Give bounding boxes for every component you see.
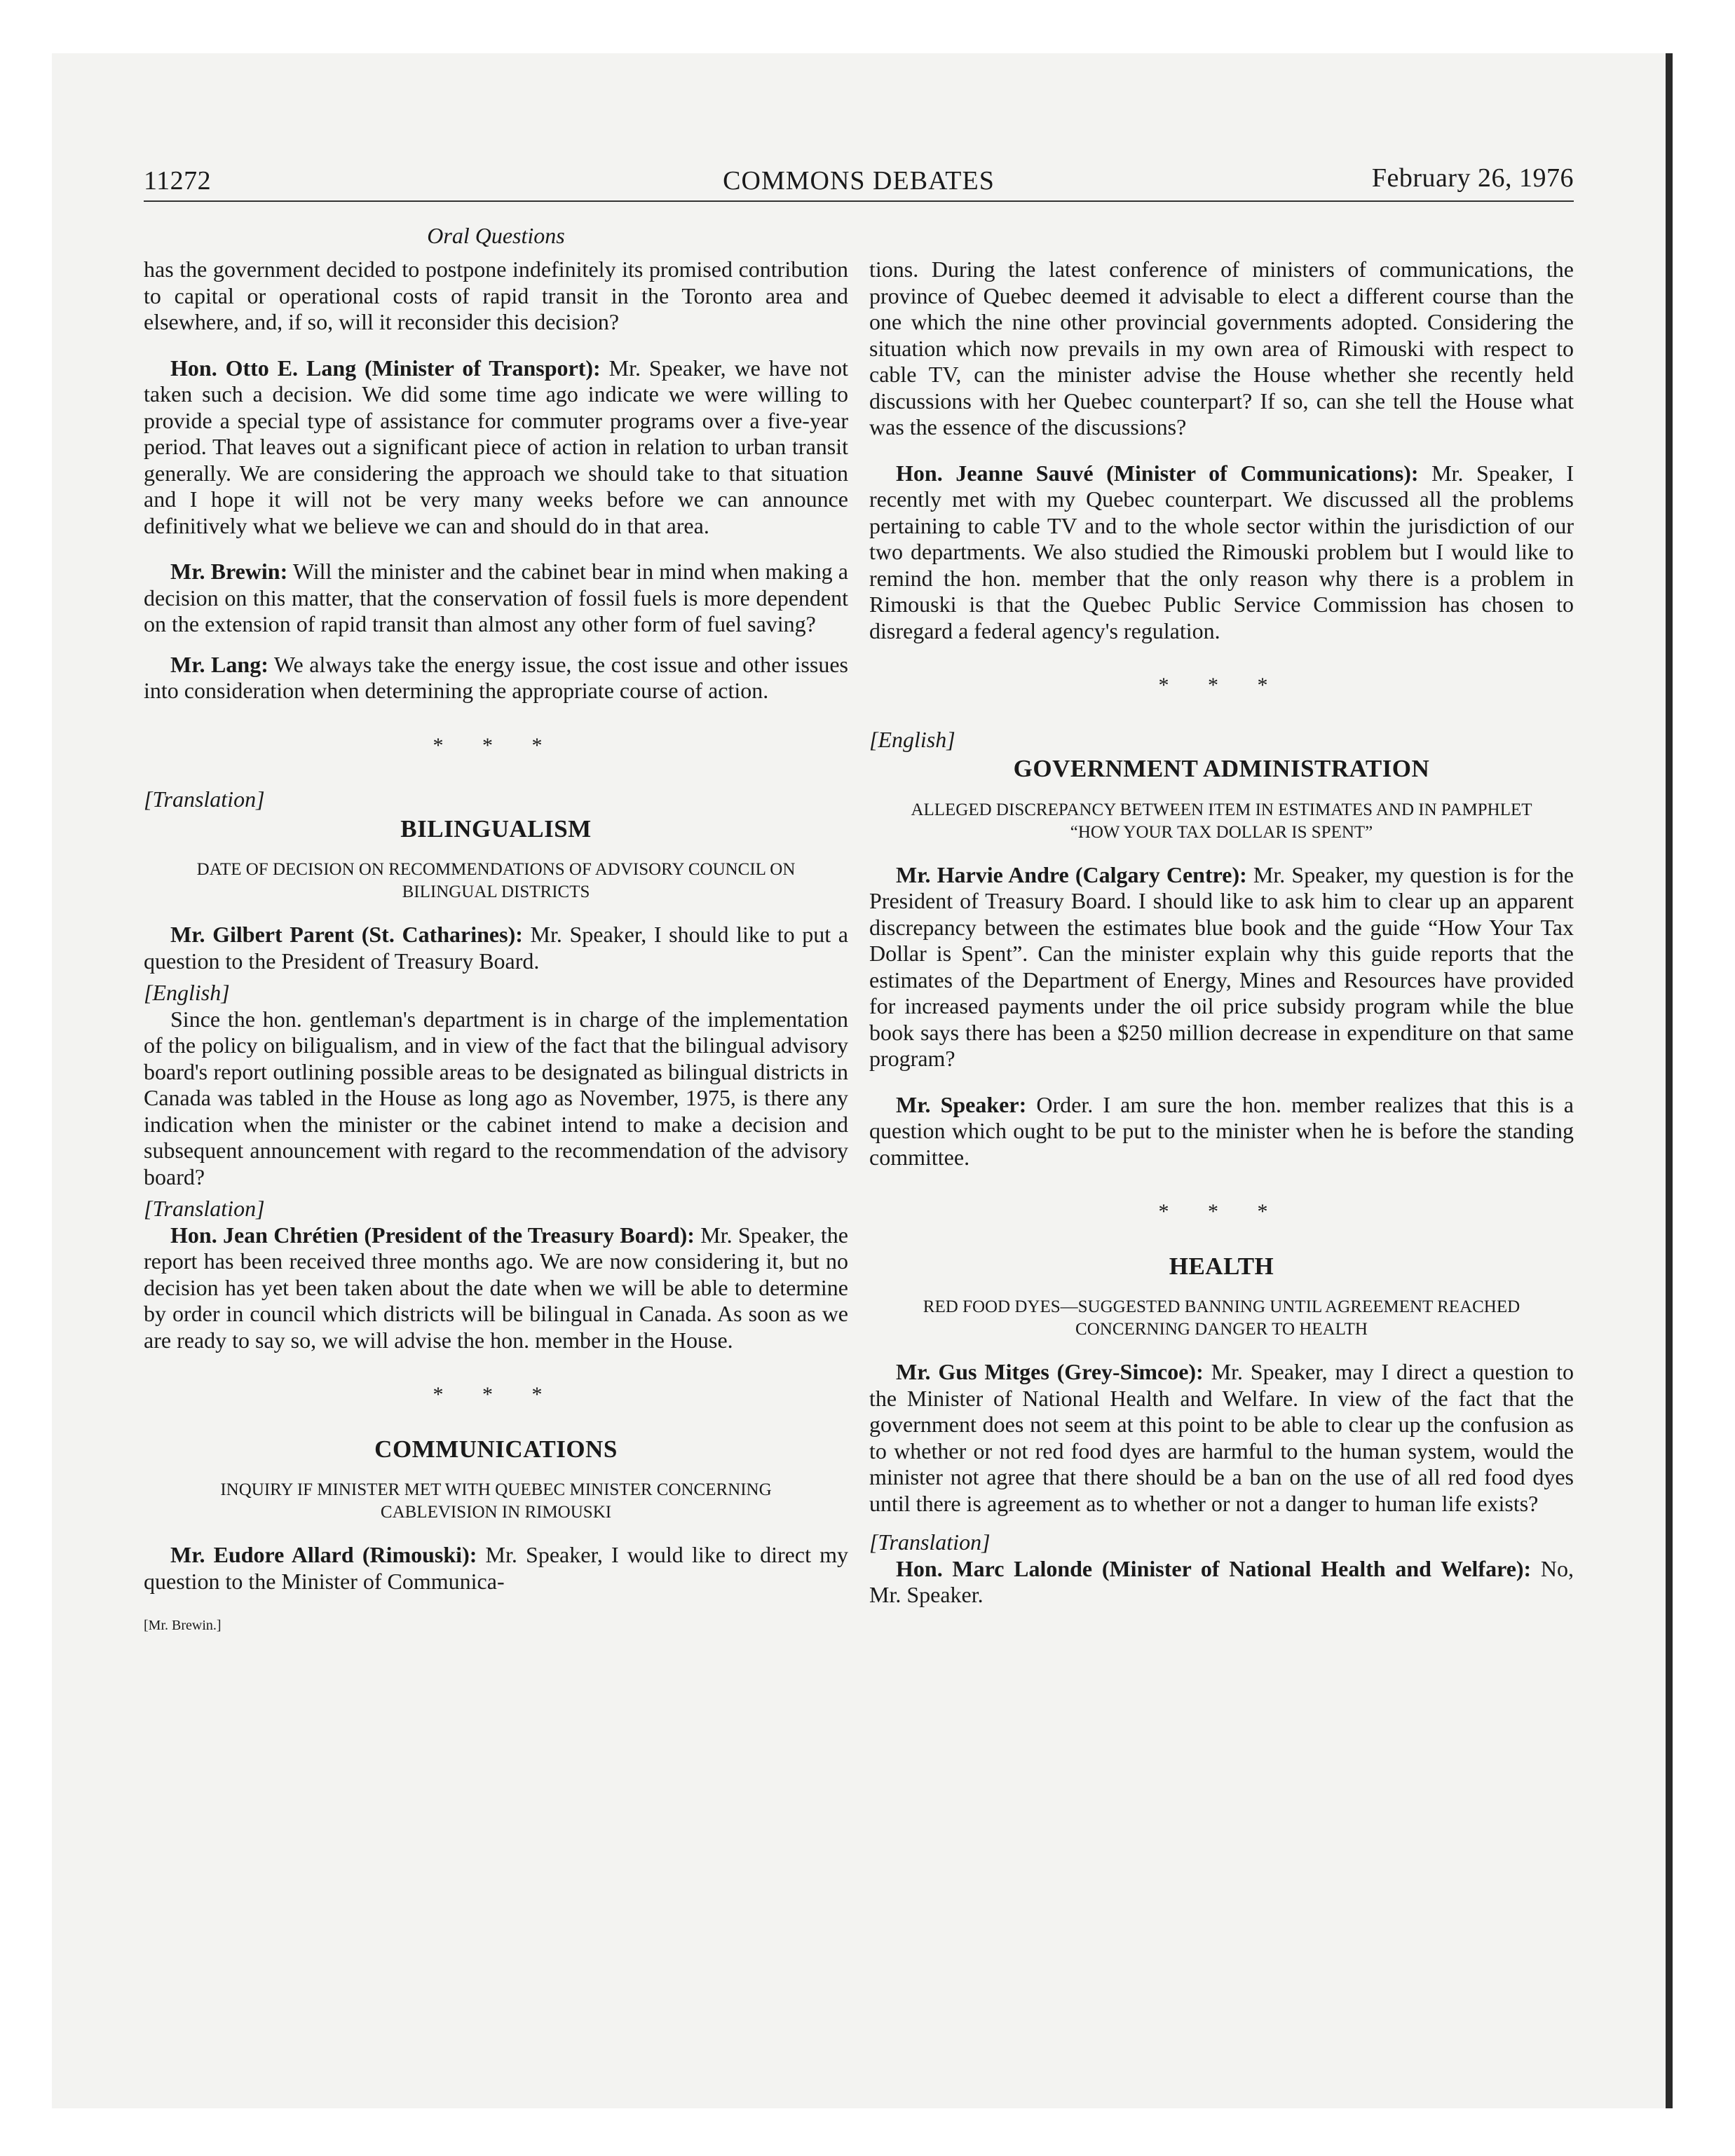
running-header <box>144 160 1574 199</box>
speaker-name: Mr. Lang: <box>170 651 268 677</box>
left-column <box>144 257 848 1639</box>
speaker-name: Hon. Jean Chrétien (President of the Treasury Board): <box>170 1222 695 1248</box>
speech-text: Mr. Speaker, I recently met with my Quebec counterpart. We discussed all the problems pertaining to cable TV and to the whole sector within the jurisdiction of our two departments. We also studied the Rimouski problem but I would like to remind the hon. member that the only reason why there is a problem in Rimouski is that the Quebec Public Service Commission has chosen to disregard a federal agency's regulation. <box>869 460 1574 643</box>
speech-text: Mr. Speaker, we have not taken such a decision. We did some time ago indicate we were willing to provide a special type of assistance for commuter programs over a five-year period. That leaves out a significant piece of action in relation to urban transit generally. We are considering the approach we should take to that situation and I hope it will not be very many weeks before we can announce definitively what we believe we can and should do in that area. <box>144 355 849 538</box>
paragraph <box>869 460 1574 645</box>
speech-text: We always take the energy issue, the cost issue and other issues into consideration when determining the appropriate course of action. <box>144 651 849 703</box>
speaker-name: Hon. Otto E. Lang (Minister of Transport): <box>170 355 601 381</box>
section-separator: * * * <box>433 733 559 757</box>
section-separator: * * * <box>1158 674 1285 697</box>
speech-text: Mr. Speaker, I should like to put a question to the President of Treasury Board. <box>144 922 848 974</box>
paragraph: has the government decided to postpone indefinitely its promised contribution to capital or operational costs of rapid transit in the Toronto area and elsewhere, and, if so, will it reconsider this decision? <box>144 257 848 334</box>
speaker-name: Mr. Speaker: <box>896 1091 1027 1117</box>
right-column <box>869 257 1574 1609</box>
speaker-name: Hon. Jeanne Sauvé (Minister of Communications): <box>896 460 1419 486</box>
speaker-name: Mr. Harvie Andre (Calgary Centre): <box>896 861 1247 887</box>
speaker-name: Hon. Marc Lalonde (Minister of National Health and Welfare): <box>896 1555 1532 1581</box>
header-rule <box>144 200 1574 202</box>
speaker-name: Mr. Gilbert Parent (St. Catharines): <box>170 922 523 947</box>
document-page <box>144 160 1574 1954</box>
topic-subheading: RED FOOD DYES—SUGGESTED BANNING UNTIL AGREEMENT REACHED CONCERNING DANGER TO HEALTH <box>923 1297 1520 1339</box>
paragraph <box>144 922 848 974</box>
language-tag: [English] <box>144 980 230 1005</box>
section-separator: * * * <box>433 1383 559 1406</box>
paragraph <box>144 559 848 638</box>
language-tag: [Translation] <box>144 1196 265 1221</box>
speech-text: Mr. Speaker, may I direct a question to the Minister of National Health and Welfare. In view of the fact that the government does not seem at this point to be able to clear up the confusion as to whether or not red food dyes are harmful to the human system, would the minister not agree that there should be a ban on the use of all red food dyes until there is agreement as to whether or not a danger to human life exists? <box>869 1359 1574 1516</box>
speaker-name: Mr. Brewin: <box>170 559 288 584</box>
topic-heading: BILINGUALISM <box>400 814 592 842</box>
language-tag: [Translation] <box>869 1529 991 1555</box>
paragraph <box>869 1092 1574 1171</box>
speaker-name: Mr. Eudore Allard (Rimouski): <box>170 1542 477 1567</box>
paragraph <box>144 355 848 540</box>
topic-heading: HEALTH <box>1169 1252 1274 1280</box>
paragraph <box>144 1542 848 1595</box>
speech-text: Mr. Speaker, the report has been received three months ago. We are now considering it, but no decision has yet been taken about the date when we will be able to determine by order in council which districts will be bilingual in Canada. As soon as we are ready to say so, we will advise the hon. member in the House. <box>144 1222 849 1353</box>
speech-text: Will the minister and the cabinet bear in mind when making a decision on this matter, that the conservation of fossil fuels is more dependent on the extension of rapid transit than almost any other form of fuel saving? <box>144 559 849 636</box>
page-number: 11272 <box>144 166 212 196</box>
paragraph: tions. During the latest conference of ministers of communications, the province of Quebec deemed it advisable to elect a different course than the one which the nine other provincial governments adopted. Considering the situation which now prevails in my own area of Rimouski with respect to cable TV, can the minister advise the House whether she recently held discussions with her Quebec counterpart? If so, can she tell the House what was the essence of the discussions? <box>869 257 1574 439</box>
paragraph <box>144 652 848 704</box>
scan-edge-shadow <box>1666 53 1673 2108</box>
footer-note: [Mr. Brewin.] <box>144 1618 222 1633</box>
language-tag: [English] <box>869 726 955 752</box>
topic-heading: COMMUNICATIONS <box>374 1435 618 1463</box>
publication-title: COMMONS DEBATES <box>723 166 995 196</box>
language-tag: [Translation] <box>144 786 265 812</box>
paragraph <box>869 1359 1574 1517</box>
speech-text: Order. I am sure the hon. member realizes that this is a question which ought to be put to the minister when he is before the standing committee. <box>869 1091 1574 1170</box>
topic-subheading: INQUIRY IF MINISTER MET WITH QUEBEC MINISTER CONCERNING CABLEVISION IN RIMOUSKI <box>220 1480 772 1522</box>
topic-heading: GOVERNMENT ADMINISTRATION <box>1013 755 1430 782</box>
paragraph <box>144 1222 848 1354</box>
paragraph <box>869 1556 1574 1609</box>
speaker-name: Mr. Gus Mitges (Grey-Simcoe): <box>896 1359 1204 1384</box>
paragraph <box>869 862 1574 1072</box>
topic-subheading: DATE OF DECISION ON RECOMMENDATIONS OF ADVISORY COUNCIL ON BILINGUAL DISTRICTS <box>196 860 796 901</box>
section-heading: Oral Questions <box>427 223 565 248</box>
publication-date: February 26, 1976 <box>1371 163 1574 193</box>
speech-text: Mr. Speaker, my question is for the President of Treasury Board. I should like to ask him to clear up an apparent discrepancy between the estimates blue book and the guide “How Your Tax Dollar is Spent”. Can the minister explain why this guide reports that the estimates of the Department of Energy, Mines and Resources have provided for increased payments under the oil price subsidy program while the blue book says there has been a $250 million decrease in expenditure on that same program? <box>869 861 1574 1071</box>
topic-subheading: ALLEGED DISCREPANCY BETWEEN ITEM IN ESTIMATES AND IN PAMPHLET “HOW YOUR TAX DOLLAR IS SPENT” <box>911 800 1532 842</box>
paragraph: Since the hon. gentleman's department is in charge of the implementation of the policy on biligualism, and in view of the fact that the bilingual advisory board's report outlining possible areas to be designated as bilingual districts in Canada was tabled in the House as long ago as November, 1975, is there any indication when the minister or the cabinet intend to make a decision and subsequent announcement with regard to the recommendation of the advisory board? <box>144 1006 848 1189</box>
section-separator: * * * <box>1158 1200 1285 1223</box>
speech-text: Mr. Speaker, I would like to direct my question to the Minister of Communica- <box>144 1542 849 1594</box>
speech-text: No, Mr. Speaker. <box>869 1555 1574 1607</box>
